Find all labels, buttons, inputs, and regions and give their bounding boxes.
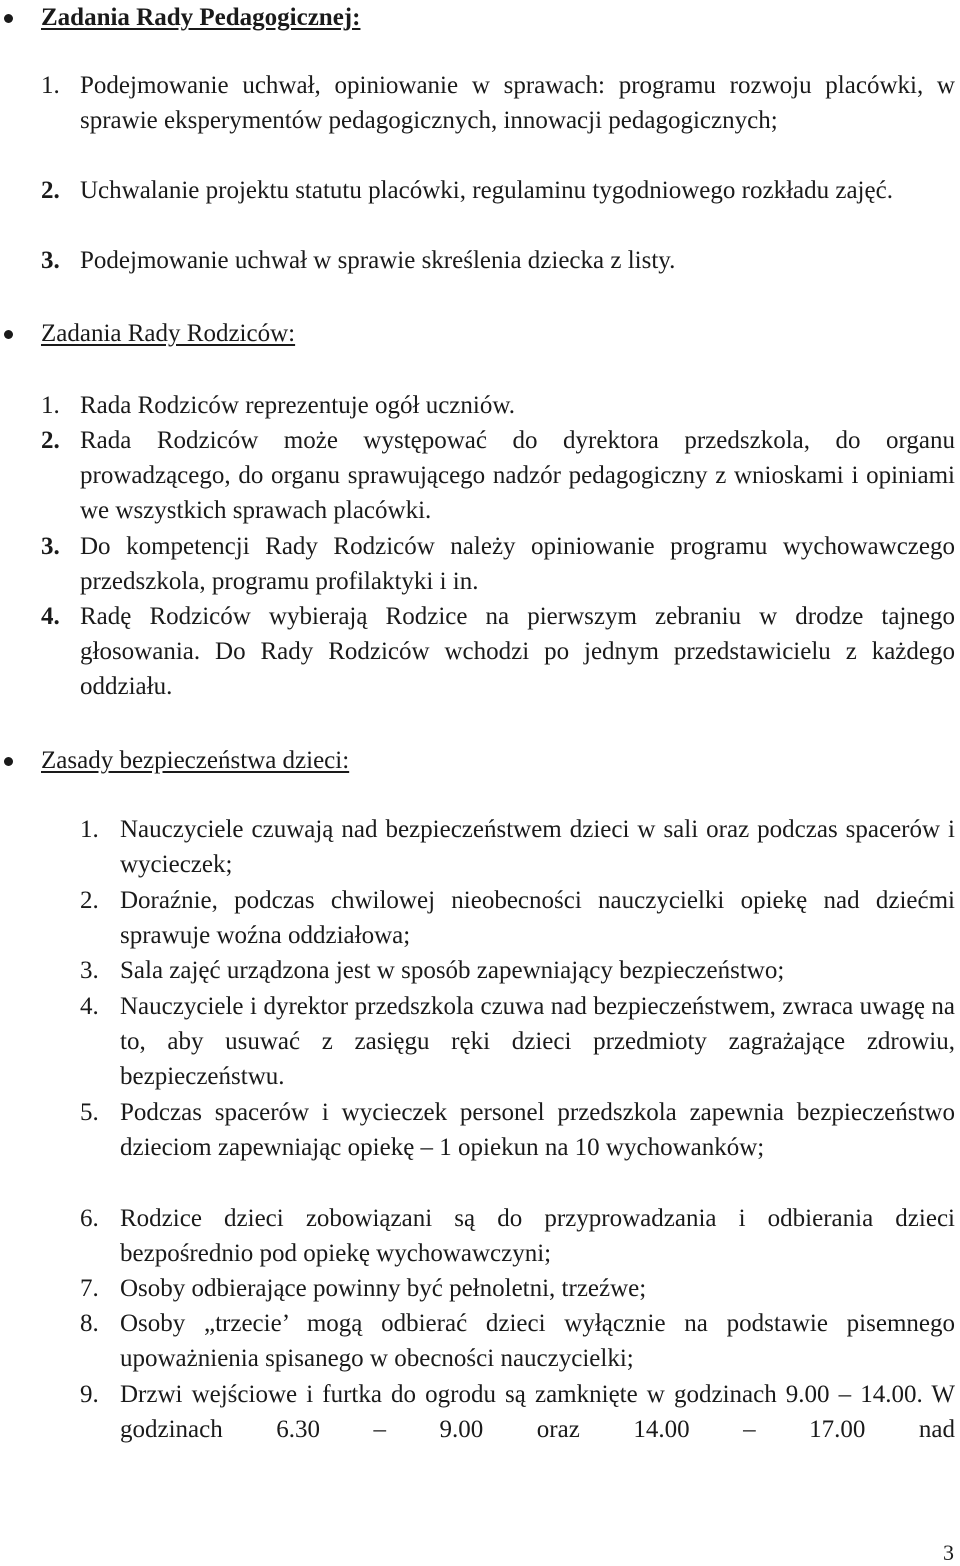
bullet-icon bbox=[4, 757, 13, 766]
list-item bbox=[80, 1306, 955, 1376]
list-number: 4. bbox=[80, 993, 99, 1020]
list-item-text: Podejmowanie uchwał w sprawie skreślenia dziecka z listy. bbox=[80, 247, 676, 274]
list-number: 1. bbox=[41, 72, 60, 99]
list-item bbox=[80, 953, 955, 988]
list-item-text: Radę Rodziców wybierają Rodzice na pierwszym zebraniu w drodze tajnego głosowania. Do Rady Rodziców wchodzi po jednym przedstawicielu z każdego oddziału. bbox=[80, 603, 955, 700]
list-item-text: Podczas spacerów i wycieczek personel przedszkola zapewnia bezpieczeństwo dzieciom zapewniając opiekę – 1 opiekun na 10 wychowanków; bbox=[120, 1099, 955, 1161]
bullet-icon bbox=[4, 330, 13, 339]
list-item bbox=[41, 388, 955, 423]
list-number: 3. bbox=[41, 533, 60, 560]
list-item-text: Rodzice dzieci zobowiązani są do przyprowadzania i odbierania dzieci bezpośrednio pod opiekę wychowawczyni; bbox=[120, 1205, 955, 1267]
bullet-icon bbox=[4, 14, 13, 23]
list-item-text: Do kompetencji Rady Rodziców należy opiniowanie programu wychowawczego przedszkola, programu profilaktyki i in. bbox=[80, 533, 955, 595]
list-item bbox=[41, 68, 955, 138]
list-number: 1. bbox=[41, 392, 60, 419]
list-number: 7. bbox=[80, 1275, 99, 1302]
list-number: 3. bbox=[41, 247, 60, 274]
list-item bbox=[80, 989, 955, 1094]
list-item bbox=[80, 1095, 955, 1165]
list-item bbox=[80, 812, 955, 882]
list-item bbox=[41, 599, 955, 704]
list-item-text: Podejmowanie uchwał, opiniowanie w sprawach: programu rozwoju placówki, w sprawie eksperymentów pedagogicznych, innowacji pedagogicznych; bbox=[80, 72, 955, 134]
page-number: 3 bbox=[943, 1540, 954, 1565]
list-item bbox=[41, 529, 955, 599]
list-number: 1. bbox=[80, 816, 99, 843]
section-heading-rada-pedagogiczna: Zadania Rady Pedagogicznej: bbox=[41, 4, 361, 31]
list-item-text: Doraźnie, podczas chwilowej nieobecności nauczycielki opiekę nad dziećmi sprawuje woźna oddziałowa; bbox=[120, 887, 955, 949]
list-item bbox=[80, 1377, 955, 1447]
list-item bbox=[41, 173, 955, 208]
list-number: 2. bbox=[41, 427, 60, 454]
list-item bbox=[80, 1201, 955, 1271]
list-item-text: Sala zajęć urządzona jest w sposób zapewniający bezpieczeństwo; bbox=[120, 957, 785, 984]
list-number: 4. bbox=[41, 603, 60, 630]
list-item bbox=[41, 423, 955, 528]
list-number: 8. bbox=[80, 1310, 99, 1337]
list-item-text: Nauczyciele i dyrektor przedszkola czuwa nad bezpieczeństwem, zwraca uwagę na to, aby usuwać z zasięgu ręki dzieci przedmioty zagrażające zdrowiu, bezpieczeństwu. bbox=[120, 993, 955, 1090]
list-item-text: Osoby odbierające powinny być pełnoletni, trzeźwe; bbox=[120, 1275, 647, 1302]
list-item-text: Nauczyciele czuwają nad bezpieczeństwem dzieci w sali oraz podczas spacerów i wycieczek; bbox=[120, 816, 955, 878]
section-heading-zasady-bezpieczenstwa: Zasady bezpieczeństwa dzieci: bbox=[41, 747, 350, 774]
list-number: 6. bbox=[80, 1205, 99, 1232]
list-item bbox=[80, 883, 955, 953]
list-number: 2. bbox=[41, 177, 60, 204]
list-number: 3. bbox=[80, 957, 99, 984]
list-item bbox=[41, 243, 955, 278]
list-item bbox=[80, 1271, 955, 1306]
list-item-text: Rada Rodziców reprezentuje ogół uczniów. bbox=[80, 392, 516, 419]
list-item-text: Drzwi wejściowe i furtka do ogrodu są zamknięte w godzinach 9.00 – 14.00. W godzinach 6.30 – 9.00 oraz 14.00 – 17.00 nad bbox=[120, 1381, 955, 1443]
section-heading-rada-rodzicow: Zadania Rady Rodziców: bbox=[41, 320, 296, 347]
list-item-text: Rada Rodziców może występować do dyrektora przedszkola, do organu prowadzącego, do organu sprawującego nadzór pedagogiczny z wnioskami i opiniami we wszystkich sprawach placówki. bbox=[80, 427, 955, 524]
list-number: 5. bbox=[80, 1099, 99, 1126]
list-number: 9. bbox=[80, 1381, 99, 1408]
list-number: 2. bbox=[80, 887, 99, 914]
list-item-text: Uchwalanie projektu statutu placówki, regulaminu tygodniowego rozkładu zajęć. bbox=[80, 177, 893, 204]
list-item-text: Osoby „trzecie’ mogą odbierać dzieci wyłącznie na podstawie pisemnego upoważnienia spisanego w obecności nauczycielki; bbox=[120, 1310, 955, 1372]
